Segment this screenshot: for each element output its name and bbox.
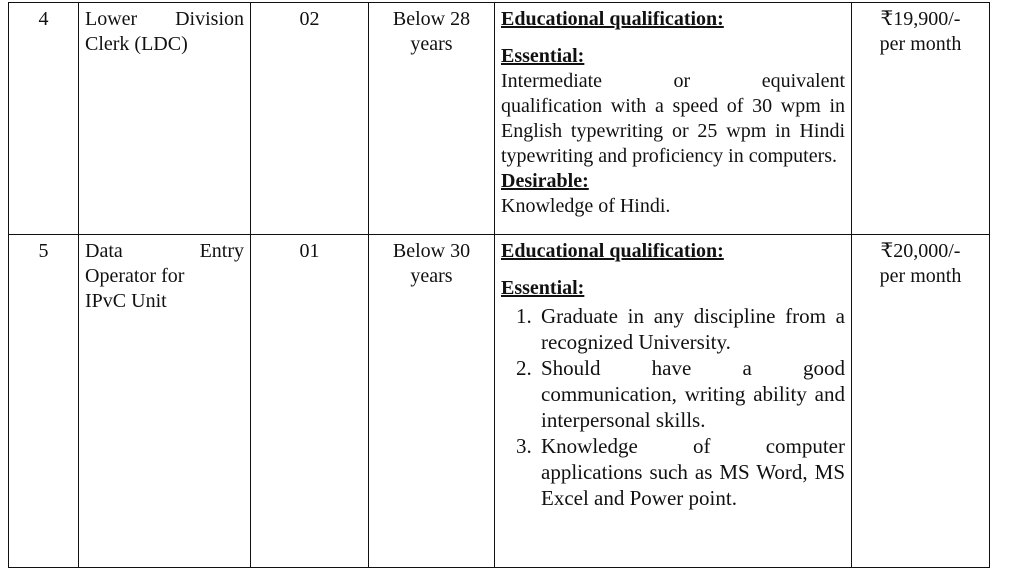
post-name-cell [79, 235, 251, 568]
post-name-line: IPvC Unit [85, 290, 167, 312]
essential-text-line: Intermediate or equivalent [501, 70, 845, 92]
list-item: 3. Knowledge of computer applications such as MS Word, MS Excel and Power point. [537, 433, 845, 511]
age-limit-cell [369, 3, 495, 235]
essential-list [501, 303, 845, 511]
age-limit-line: years [410, 33, 453, 55]
pay-period: per month [879, 265, 962, 287]
desirable-label: Desirable: [501, 170, 589, 192]
desirable-text: Knowledge of Hindi. [501, 195, 671, 217]
vacancy-count-cell [251, 235, 369, 568]
table-row [9, 3, 990, 235]
pay-amount: ₹19,900/- [880, 8, 961, 30]
essential-label: Essential: [501, 45, 585, 67]
pay-amount: ₹20,000/- [880, 240, 961, 262]
age-limit-line: years [410, 265, 453, 287]
essential-label: Essential: [501, 277, 585, 299]
age-limit-line: Below 28 [392, 8, 471, 30]
serial-number-cell [9, 3, 79, 235]
serial-number-cell [9, 235, 79, 568]
vacancy-count-cell [251, 3, 369, 235]
recruitment-table [8, 2, 990, 568]
post-name-line: Operator for [85, 265, 185, 287]
qualification-cell [495, 235, 852, 568]
pay-period: per month [879, 33, 962, 55]
pay-cell [852, 235, 990, 568]
pay-cell [852, 3, 990, 235]
vacancy-count: 01 [299, 240, 320, 262]
table-row [9, 235, 990, 568]
age-limit-cell [369, 235, 495, 568]
post-name-cell [79, 3, 251, 235]
essential-text: qualification with a speed of 30 wpm in English typewriting or 25 wpm in Hindi typewriting and proficiency in computers. [501, 95, 845, 167]
list-item: 1. Graduate in any discipline from a recognized University. [537, 303, 845, 355]
serial-number: 4 [38, 8, 49, 30]
post-name-line: Clerk (LDC) [85, 33, 188, 55]
qualification-heading: Educational qualification: [501, 8, 724, 30]
qualification-heading: Educational qualification: [501, 240, 724, 262]
post-name-line: Lower Division [85, 8, 244, 30]
qualification-cell [495, 3, 852, 235]
serial-number: 5 [38, 240, 49, 262]
age-limit-line: Below 30 [392, 240, 471, 262]
post-name-line: Data Entry [85, 240, 244, 262]
list-item: 2. Should have a good communication, writing ability and interpersonal skills. [537, 355, 845, 433]
vacancy-count: 02 [299, 8, 320, 30]
